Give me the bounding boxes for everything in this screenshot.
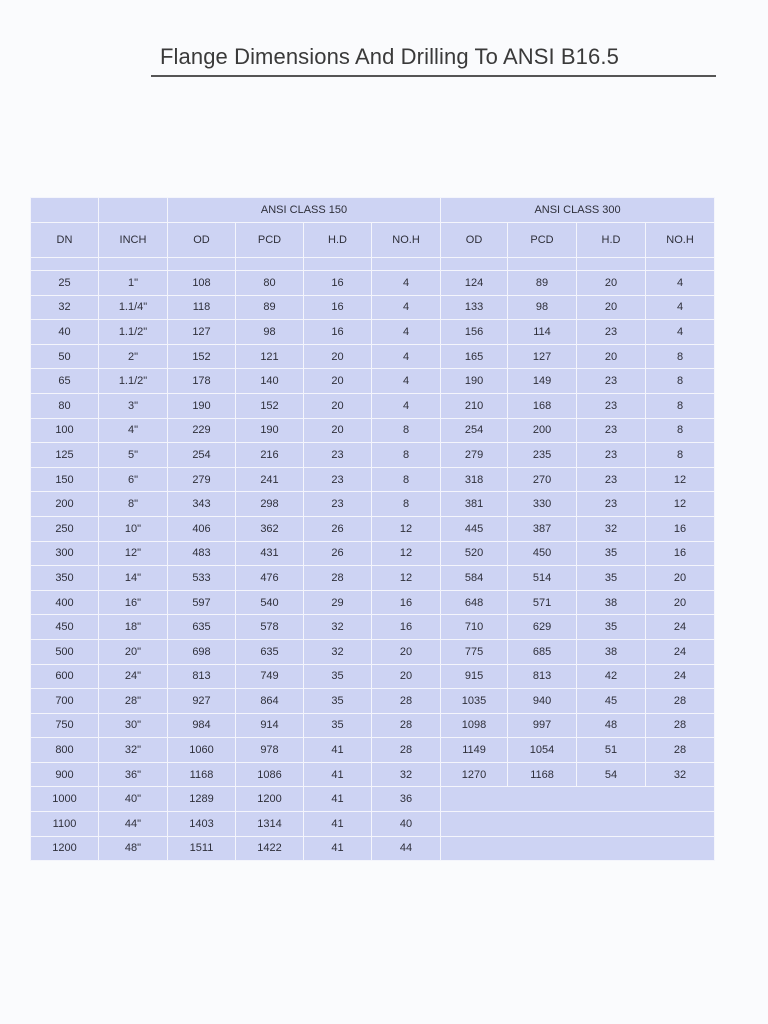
table-cell: 48" — [99, 836, 168, 861]
table-cell: 28 — [646, 713, 715, 738]
table-cell: 4" — [99, 418, 168, 443]
table-cell: 229 — [168, 418, 236, 443]
table-cell: 152 — [236, 393, 304, 418]
table-cell: 20 — [577, 344, 646, 369]
table-cell: 23 — [577, 320, 646, 345]
table-cell: 51 — [577, 738, 646, 763]
table-row — [31, 836, 715, 861]
table-row — [31, 541, 715, 566]
table-cell: 476 — [236, 566, 304, 591]
table-cell: 24 — [646, 615, 715, 640]
table-cell: 41 — [304, 738, 372, 763]
table-cell: 16" — [99, 590, 168, 615]
table-cell: 35 — [577, 566, 646, 591]
table-cell: 978 — [236, 738, 304, 763]
table-cell: 20 — [304, 393, 372, 418]
table-cell: 597 — [168, 590, 236, 615]
table-cell: 28" — [99, 689, 168, 714]
table-cell: 16 — [304, 271, 372, 296]
table-cell: 20 — [304, 369, 372, 394]
table-cell: 1000 — [31, 787, 99, 812]
table-cell: 20 — [372, 639, 441, 664]
table-cell: 2" — [99, 344, 168, 369]
table-cell: 4 — [646, 295, 715, 320]
table-cell: 6" — [99, 467, 168, 492]
table-cell: 940 — [508, 689, 577, 714]
table-row — [31, 762, 715, 787]
table-cell: 330 — [508, 492, 577, 517]
table-cell: 23 — [577, 418, 646, 443]
spacer-cell — [441, 258, 508, 271]
table-cell: 152 — [168, 344, 236, 369]
table-cell: 1060 — [168, 738, 236, 763]
table-cell: 23 — [304, 443, 372, 468]
table-cell: 279 — [441, 443, 508, 468]
table-cell: 4 — [372, 393, 441, 418]
table-row — [31, 566, 715, 591]
table-cell: 1289 — [168, 787, 236, 812]
table-cell: 127 — [508, 344, 577, 369]
table-cell: 190 — [441, 369, 508, 394]
table-cell: 80 — [236, 271, 304, 296]
table-cell: 32 — [646, 762, 715, 787]
table-cell: 12 — [646, 467, 715, 492]
table-cell: 12 — [372, 566, 441, 591]
table-cell: 1" — [99, 271, 168, 296]
table-cell: 700 — [31, 689, 99, 714]
table-cell: 279 — [168, 467, 236, 492]
table-row — [31, 393, 715, 418]
table-cell: 1403 — [168, 812, 236, 837]
table-cell: 1314 — [236, 812, 304, 837]
table-cell: 178 — [168, 369, 236, 394]
table-cell: 98 — [508, 295, 577, 320]
table-cell: 40 — [31, 320, 99, 345]
table-cell: 900 — [31, 762, 99, 787]
table-cell: 4 — [646, 320, 715, 345]
table-cell: 864 — [236, 689, 304, 714]
table-cell: 16 — [304, 320, 372, 345]
table-cell: 514 — [508, 566, 577, 591]
table-cell: 100 — [31, 418, 99, 443]
table-cell: 1270 — [441, 762, 508, 787]
table-cell: 270 — [508, 467, 577, 492]
table-cell: 635 — [236, 639, 304, 664]
table-cell: 8" — [99, 492, 168, 517]
table-cell: 28 — [372, 713, 441, 738]
table-cell: 5" — [99, 443, 168, 468]
spacer-cell — [31, 258, 99, 271]
spacer-cell — [646, 258, 715, 271]
table-row — [31, 467, 715, 492]
header-blank-cell — [99, 198, 168, 223]
spacer-cell — [99, 258, 168, 271]
table-cell: 24 — [646, 639, 715, 664]
table-cell: 29 — [304, 590, 372, 615]
table-cell: 20 — [646, 566, 715, 591]
table-cell: 35 — [577, 541, 646, 566]
column-header-noh-150: NO.H — [372, 223, 441, 258]
empty-class-300-cell — [441, 836, 715, 861]
table-cell: 210 — [441, 393, 508, 418]
table-cell: 41 — [304, 812, 372, 837]
page-title: Flange Dimensions And Drilling To ANSI B16.5 — [160, 44, 619, 69]
table-row — [31, 590, 715, 615]
table-row — [31, 492, 715, 517]
table-cell: 36 — [372, 787, 441, 812]
header-blank-cell — [31, 198, 99, 223]
table-cell: 381 — [441, 492, 508, 517]
table-cell: 20" — [99, 639, 168, 664]
table-cell: 4 — [372, 344, 441, 369]
table-cell: 813 — [168, 664, 236, 689]
table-cell: 16 — [646, 516, 715, 541]
table-cell: 50 — [31, 344, 99, 369]
table-cell: 997 — [508, 713, 577, 738]
table-cell: 24 — [646, 664, 715, 689]
table-cell: 140 — [236, 369, 304, 394]
table-row — [31, 344, 715, 369]
table-cell: 8 — [372, 443, 441, 468]
table-cell: 984 — [168, 713, 236, 738]
table-cell: 150 — [31, 467, 99, 492]
table-cell: 124 — [441, 271, 508, 296]
table-cell: 540 — [236, 590, 304, 615]
spacer-cell — [168, 258, 236, 271]
table-cell: 38 — [577, 639, 646, 664]
table-cell: 165 — [441, 344, 508, 369]
table-cell: 23 — [577, 467, 646, 492]
title-underline — [151, 75, 716, 77]
table-cell: 12 — [646, 492, 715, 517]
table-cell: 600 — [31, 664, 99, 689]
table-cell: 23 — [304, 492, 372, 517]
table-cell: 1.1/2" — [99, 320, 168, 345]
table-cell: 1086 — [236, 762, 304, 787]
table-cell: 35 — [304, 664, 372, 689]
table-cell: 450 — [31, 615, 99, 640]
table-cell: 190 — [168, 393, 236, 418]
table-cell: 16 — [372, 615, 441, 640]
table-cell: 250 — [31, 516, 99, 541]
table-row — [31, 738, 715, 763]
table-cell: 698 — [168, 639, 236, 664]
table-cell: 318 — [441, 467, 508, 492]
table-cell: 750 — [31, 713, 99, 738]
table-cell: 1200 — [236, 787, 304, 812]
table-cell: 45 — [577, 689, 646, 714]
table-row — [31, 295, 715, 320]
table-cell: 118 — [168, 295, 236, 320]
table-cell: 32" — [99, 738, 168, 763]
table-row — [31, 418, 715, 443]
table-cell: 400 — [31, 590, 99, 615]
table-cell: 38 — [577, 590, 646, 615]
table-cell: 915 — [441, 664, 508, 689]
table-cell: 800 — [31, 738, 99, 763]
table-cell: 648 — [441, 590, 508, 615]
table-cell: 500 — [31, 639, 99, 664]
table-cell: 41 — [304, 787, 372, 812]
table-cell: 1.1/4" — [99, 295, 168, 320]
table-cell: 1200 — [31, 836, 99, 861]
table-row — [31, 443, 715, 468]
table-cell: 8 — [372, 418, 441, 443]
table-cell: 1.1/2" — [99, 369, 168, 394]
table-cell: 254 — [168, 443, 236, 468]
table-cell: 431 — [236, 541, 304, 566]
table-cell: 483 — [168, 541, 236, 566]
table-row — [31, 320, 715, 345]
table-cell: 584 — [441, 566, 508, 591]
table-cell: 235 — [508, 443, 577, 468]
table-cell: 300 — [31, 541, 99, 566]
table-cell: 26 — [304, 541, 372, 566]
table-cell: 20 — [304, 344, 372, 369]
table-cell: 149 — [508, 369, 577, 394]
table-cell: 12 — [372, 541, 441, 566]
table-cell: 4 — [372, 320, 441, 345]
table-row — [31, 369, 715, 394]
table-cell: 200 — [508, 418, 577, 443]
table-cell: 1168 — [508, 762, 577, 787]
table-cell: 65 — [31, 369, 99, 394]
table-cell: 40 — [372, 812, 441, 837]
table-cell: 35 — [304, 689, 372, 714]
table-cell: 775 — [441, 639, 508, 664]
table-cell: 10" — [99, 516, 168, 541]
table-cell: 927 — [168, 689, 236, 714]
table-cell: 23 — [577, 443, 646, 468]
empty-class-300-cell — [441, 787, 715, 812]
table-cell: 20 — [577, 271, 646, 296]
table-cell: 18" — [99, 615, 168, 640]
table-cell: 32 — [577, 516, 646, 541]
table-cell: 32 — [31, 295, 99, 320]
table-cell: 98 — [236, 320, 304, 345]
table-cell: 1511 — [168, 836, 236, 861]
table-cell: 28 — [304, 566, 372, 591]
table-cell: 89 — [508, 271, 577, 296]
table-cell: 216 — [236, 443, 304, 468]
table-cell: 26 — [304, 516, 372, 541]
table-row — [31, 615, 715, 640]
table-cell: 8 — [646, 393, 715, 418]
table-row — [31, 271, 715, 296]
table-cell: 1422 — [236, 836, 304, 861]
table-cell: 35 — [577, 615, 646, 640]
table-cell: 8 — [372, 467, 441, 492]
table-cell: 200 — [31, 492, 99, 517]
table-cell: 28 — [372, 689, 441, 714]
table-cell: 1149 — [441, 738, 508, 763]
spacer-cell — [577, 258, 646, 271]
table-cell: 20 — [577, 295, 646, 320]
table-cell: 32 — [304, 639, 372, 664]
table-cell: 127 — [168, 320, 236, 345]
table-cell: 121 — [236, 344, 304, 369]
table-cell: 28 — [372, 738, 441, 763]
table-cell: 28 — [646, 738, 715, 763]
table-cell: 8 — [646, 369, 715, 394]
table-cell: 387 — [508, 516, 577, 541]
group-header-class-300: ANSI CLASS 300 — [441, 198, 715, 223]
table-cell: 25 — [31, 271, 99, 296]
table-cell: 8 — [646, 443, 715, 468]
table-cell: 32 — [372, 762, 441, 787]
table-cell: 24" — [99, 664, 168, 689]
table-cell: 749 — [236, 664, 304, 689]
column-header-inch: INCH — [99, 223, 168, 258]
table-cell: 190 — [236, 418, 304, 443]
table-cell: 20 — [304, 418, 372, 443]
table-cell: 914 — [236, 713, 304, 738]
table-cell: 813 — [508, 664, 577, 689]
column-header-pcd-150: PCD — [236, 223, 304, 258]
table-cell: 350 — [31, 566, 99, 591]
table-cell: 156 — [441, 320, 508, 345]
table-cell: 571 — [508, 590, 577, 615]
table-cell: 16 — [646, 541, 715, 566]
table-cell: 578 — [236, 615, 304, 640]
table-cell: 20 — [646, 590, 715, 615]
table-cell: 36" — [99, 762, 168, 787]
table-row — [31, 664, 715, 689]
spacer-cell — [304, 258, 372, 271]
column-header-hd-150: H.D — [304, 223, 372, 258]
table-cell: 41 — [304, 836, 372, 861]
table-cell: 1168 — [168, 762, 236, 787]
table-cell: 4 — [372, 295, 441, 320]
table-cell: 168 — [508, 393, 577, 418]
table-row — [31, 812, 715, 837]
table-cell: 8 — [372, 492, 441, 517]
column-header-pcd-300: PCD — [508, 223, 577, 258]
table-cell: 23 — [577, 369, 646, 394]
table-cell: 44" — [99, 812, 168, 837]
table-cell: 362 — [236, 516, 304, 541]
table-cell: 41 — [304, 762, 372, 787]
table-cell: 1035 — [441, 689, 508, 714]
table-cell: 635 — [168, 615, 236, 640]
table-cell: 12 — [372, 516, 441, 541]
table-cell: 3" — [99, 393, 168, 418]
table-cell: 4 — [372, 271, 441, 296]
table-cell: 108 — [168, 271, 236, 296]
table-cell: 241 — [236, 467, 304, 492]
table-cell: 8 — [646, 418, 715, 443]
table-cell: 44 — [372, 836, 441, 861]
spacer-cell — [372, 258, 441, 271]
table-row — [31, 516, 715, 541]
spacer-cell — [508, 258, 577, 271]
table-cell: 89 — [236, 295, 304, 320]
table-cell: 16 — [304, 295, 372, 320]
table-cell: 20 — [372, 664, 441, 689]
table-cell: 298 — [236, 492, 304, 517]
table-cell: 30" — [99, 713, 168, 738]
table-cell: 520 — [441, 541, 508, 566]
table-cell: 445 — [441, 516, 508, 541]
table-cell: 4 — [372, 369, 441, 394]
table-row — [31, 787, 715, 812]
column-header-dn: DN — [31, 223, 99, 258]
table-cell: 254 — [441, 418, 508, 443]
table-cell: 1054 — [508, 738, 577, 763]
table-cell: 80 — [31, 393, 99, 418]
table-cell: 629 — [508, 615, 577, 640]
table-cell: 48 — [577, 713, 646, 738]
table-cell: 710 — [441, 615, 508, 640]
table-cell: 23 — [577, 492, 646, 517]
flange-dimensions-table — [30, 197, 715, 861]
empty-class-300-cell — [441, 812, 715, 837]
table-cell: 343 — [168, 492, 236, 517]
table-cell: 133 — [441, 295, 508, 320]
column-header-od-150: OD — [168, 223, 236, 258]
table-cell: 114 — [508, 320, 577, 345]
table-cell: 125 — [31, 443, 99, 468]
table-cell: 685 — [508, 639, 577, 664]
column-header-hd-300: H.D — [577, 223, 646, 258]
table-cell: 32 — [304, 615, 372, 640]
table-row — [31, 689, 715, 714]
table-cell: 54 — [577, 762, 646, 787]
table-cell: 28 — [646, 689, 715, 714]
table-cell: 40" — [99, 787, 168, 812]
table-cell: 23 — [304, 467, 372, 492]
column-header-noh-300: NO.H — [646, 223, 715, 258]
spacer-cell — [236, 258, 304, 271]
table-cell: 42 — [577, 664, 646, 689]
table-cell: 4 — [646, 271, 715, 296]
table-cell: 533 — [168, 566, 236, 591]
table-cell: 450 — [508, 541, 577, 566]
table-cell: 12" — [99, 541, 168, 566]
table-cell: 1100 — [31, 812, 99, 837]
table-cell: 14" — [99, 566, 168, 591]
table-cell: 8 — [646, 344, 715, 369]
table-cell: 35 — [304, 713, 372, 738]
group-header-class-150: ANSI CLASS 150 — [168, 198, 441, 223]
table-cell: 406 — [168, 516, 236, 541]
table-cell: 1098 — [441, 713, 508, 738]
table-cell: 23 — [577, 393, 646, 418]
table-row — [31, 713, 715, 738]
table-row — [31, 639, 715, 664]
column-header-od-300: OD — [441, 223, 508, 258]
table-cell: 16 — [372, 590, 441, 615]
